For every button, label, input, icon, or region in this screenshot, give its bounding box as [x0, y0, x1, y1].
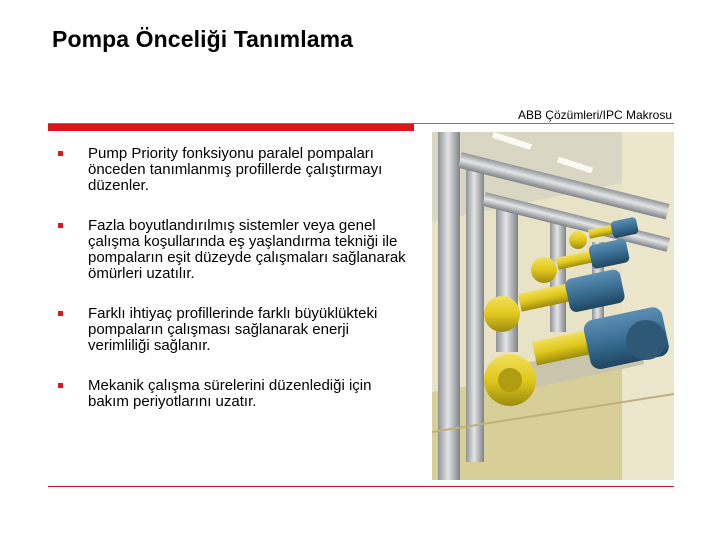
- bullet-item: [58, 218, 408, 282]
- slide-title: Pompa Önceliği Tanımlama: [52, 26, 354, 52]
- bullet-marker: [58, 383, 63, 388]
- bullet-list: [58, 146, 408, 432]
- bullet-marker: [58, 223, 63, 228]
- bullet-text: Mekanik çalışma sürelerini düzenlediği için bakım periyotlarını uzatır.: [88, 377, 372, 410]
- pump-room-illustration: [432, 132, 674, 480]
- bullet-item: [58, 306, 408, 354]
- bullet-item: [58, 146, 408, 194]
- accent-bar: [48, 124, 414, 131]
- bullet-item: [58, 378, 408, 410]
- bullet-marker: [58, 311, 63, 316]
- bullet-text: Farklı ihtiyaç profillerinde farklı büyüklükteki pompaların çalışması sağlanarak enerji verimliliği sağlanır.: [88, 305, 378, 354]
- bullet-text: Pump Priority fonksiyonu paralel pompaları önceden tanımlanmış profillerde çalıştırmayı düzenler.: [88, 145, 383, 194]
- bullet-text: Fazla boyutlandırılmış sistemler veya genel çalışma koşullarında eş yaşlandırma tekniği ile pompaların eşit düzeyde çalışmaları sağlanarak ömürleri uzatılır.: [88, 217, 406, 282]
- slide-subtitle: ABB Çözümleri/IPC Makrosu: [517, 108, 672, 122]
- footer-rule: [48, 486, 674, 487]
- bullet-marker: [58, 151, 63, 156]
- pump-room-photo: [432, 132, 674, 480]
